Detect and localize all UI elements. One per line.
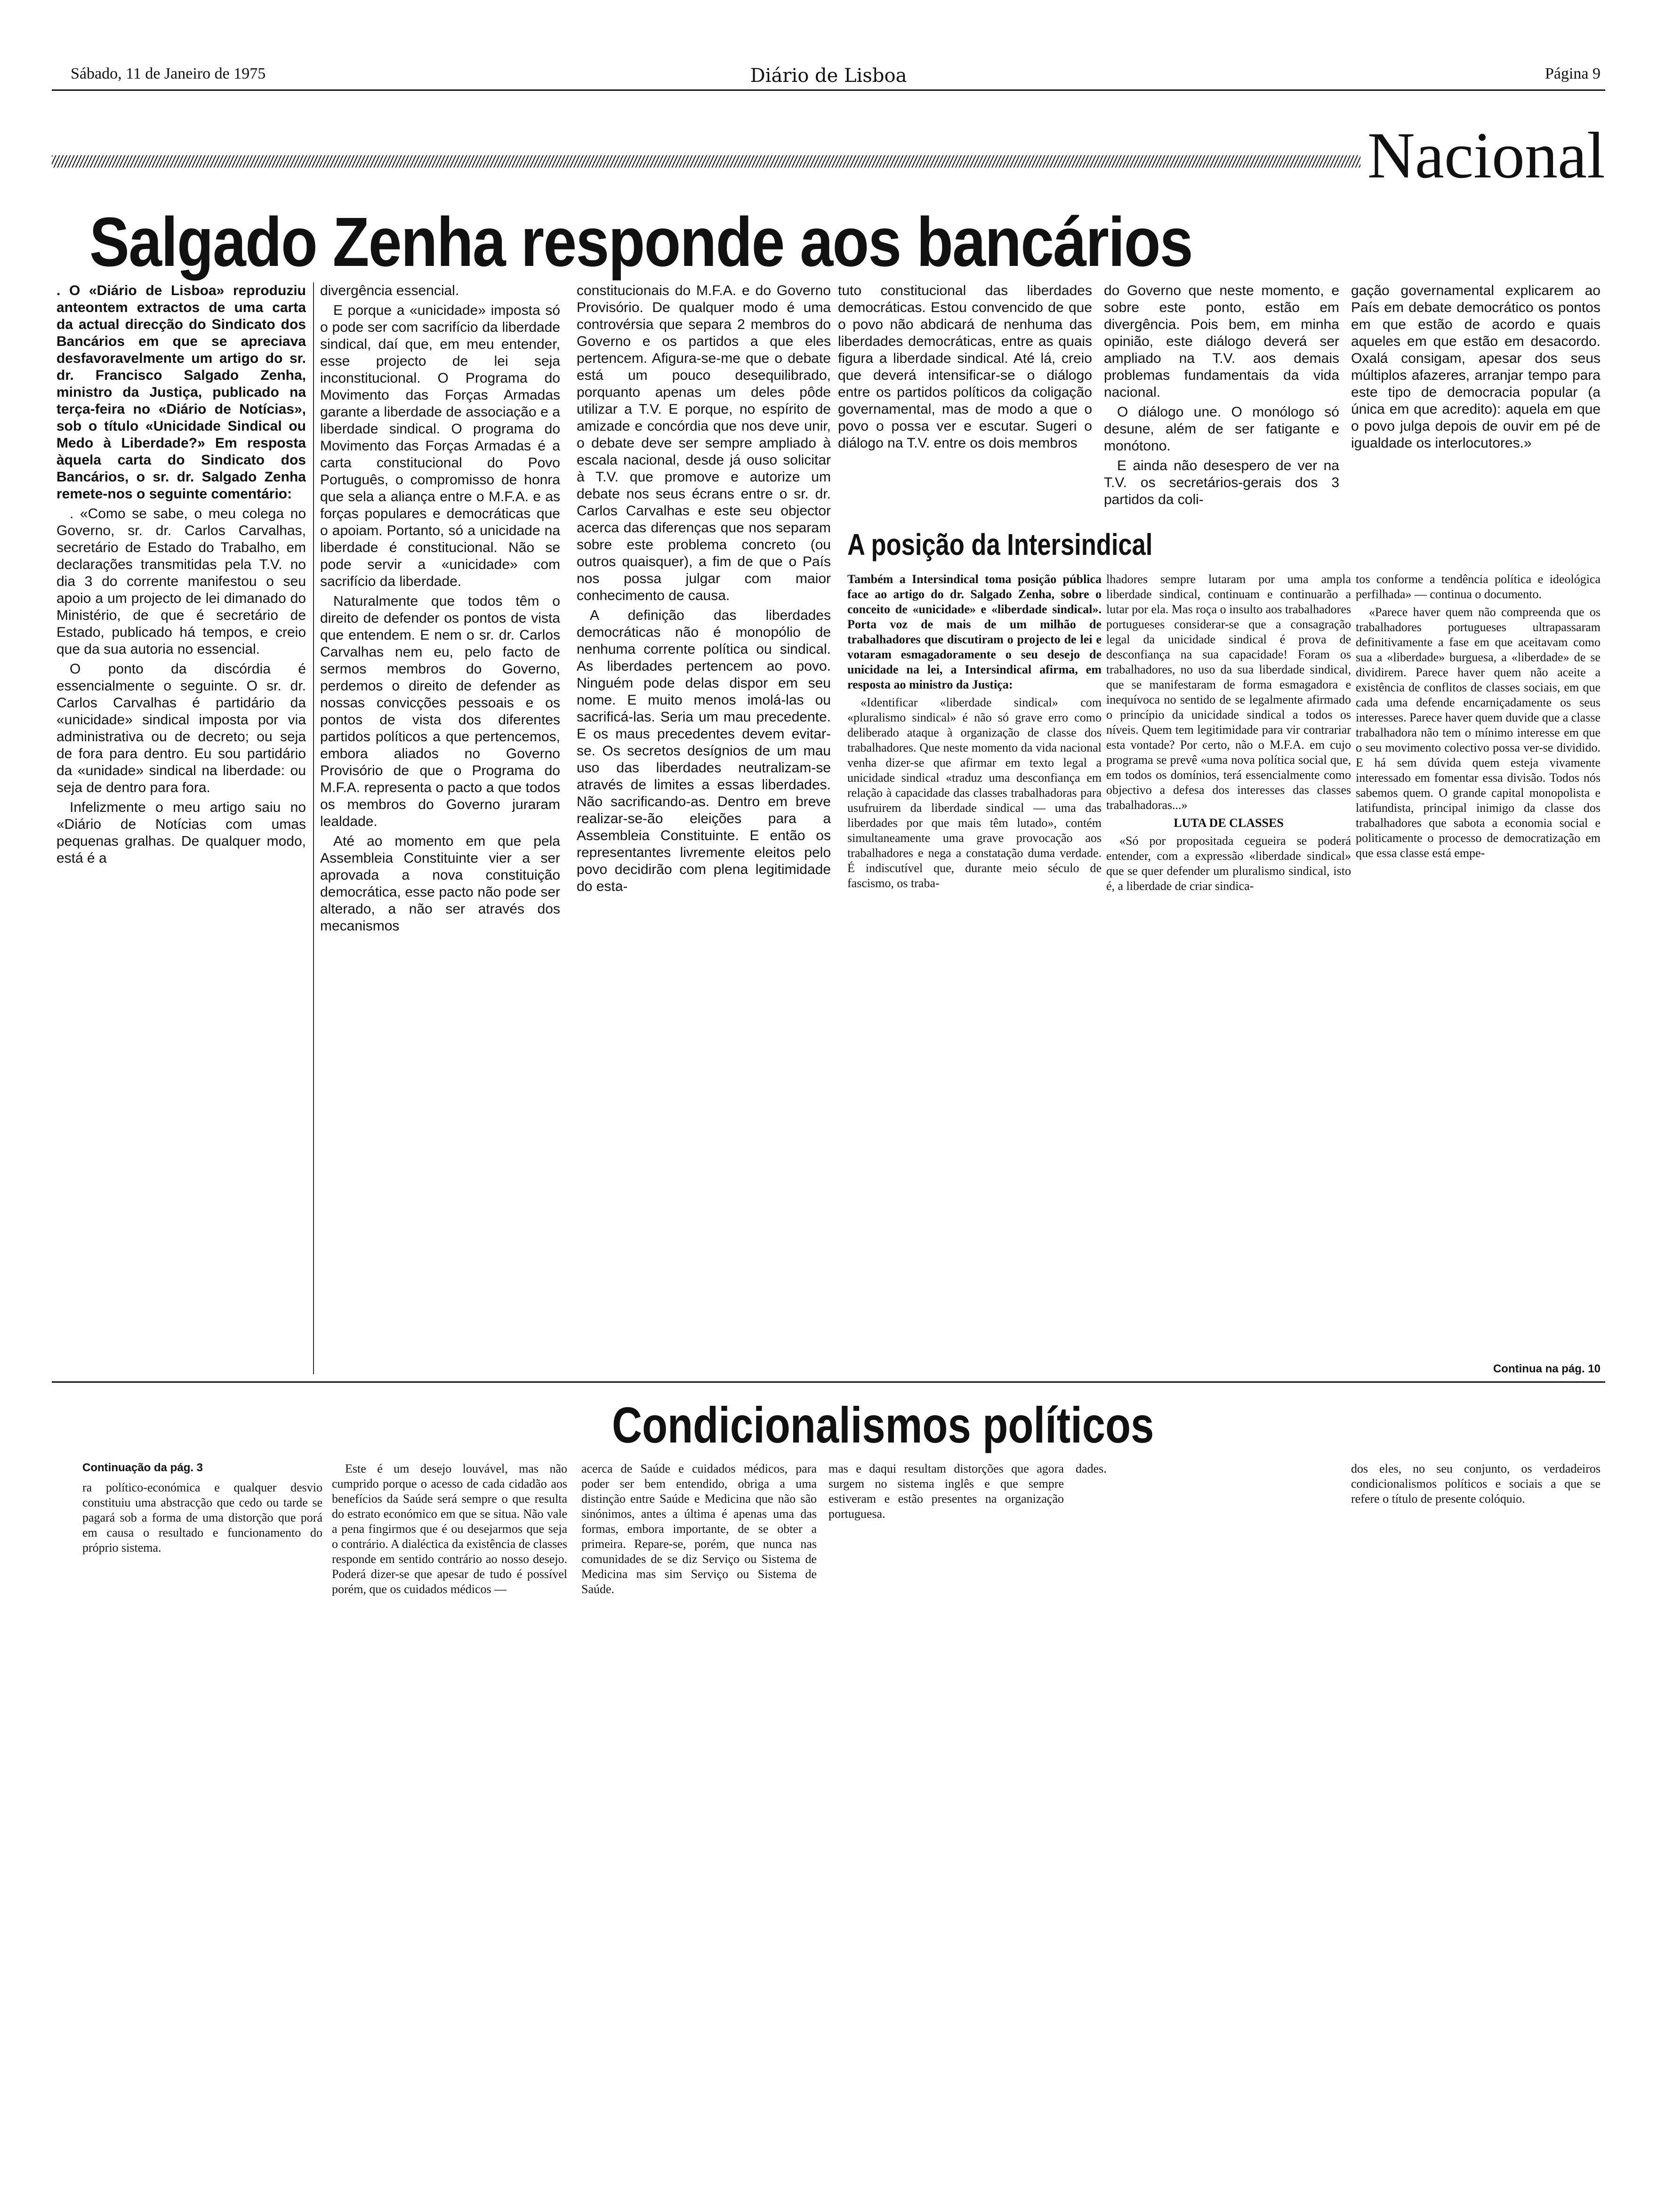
article1-col5: [1104, 282, 1339, 518]
paragraph: . «Como se sabe, o meu colega no Governo, sr. dr. Carlos Carvalhas, secretário de Estado do Trabalho, em declarações transmitidas pela T.V. no dia 3 do corrente manifestou o seu apoio a um projecto de lei dimanado do Ministério, de que é secretário de Estado, publicado há tempos, e creio que da sua autoria no essencial.: [56, 506, 306, 657]
paragraph: Infelizmente o meu artigo saiu no «Diário de Notícias com umas pequenas gralhas. De qualquer modo, está é a: [56, 800, 306, 866]
article1-col2: [320, 282, 560, 1384]
paragraph: Naturalmente que todos têm o direito de defender os pontos de vista que entendem. E nem o sr. dr. Carlos Carvalhas nem eu, pelo facto de sermos membros do Governo, perdemos o direito de defender as nossas convicções pessoais e os pontos de vista dos diferentes partidos políticos a que pertencemos, embora aliados no Governo Provisório de que o Programa do M.F.A. representa o pacto a que todos os membros do Governo juraram lealdade.: [320, 593, 560, 829]
article1-col4: [838, 282, 1092, 518]
paragraph: O diálogo une. O monólogo só desune, além de ser fatigante e monótono.: [1104, 404, 1339, 454]
issue-date: Sábado, 11 de Janeiro de 1975: [71, 65, 266, 82]
lead-paragraph: Também a Intersindical toma posição pública face ao artigo do dr. Salgado Zenha, sobre o conceito de «unicidade» e «liberdade sindical». Porta voz de mais de um milhão de trabalhadores que discutiram o projecto de lei e votaram esmagadoramente o seu desejo de unicidade na lei, a Intersindical afirma, em resposta ao ministro da Justiça:: [847, 572, 1102, 691]
paragraph: acerca de Saúde e cuidados médicos, para poder ser bem entendido, obriga a uma distinção entre Saúde e Medicina que não são sinónimos, antes a última é apenas uma das formas, embora importante, de se obter a primeira. Repare-se, porém, que nunca nas comunidades de se diz Serviço ou Sistema de Medicina mas sim Serviço ou Sistema de Saúde.: [581, 1462, 817, 1596]
article2-col2: [332, 1461, 567, 2205]
section-rule: [52, 155, 1360, 168]
paragraph: lhadores sempre lutaram por uma ampla liberdade sindical, continuam e continuarão a lutar por ela. Mas roça o insulto aos trabalhadores portugueses considerar-se que a consagração legal da unicidade sindical é prova de desconfiança na sua capacidade! Foram os trabalhadores, no uso da sua liberdade sindical, que se manifestaram de forma esmagadora e inequívoca no sentido de se legalmente afirmado o princípio da unicidade sindical a todos os níveis. Quem tem legitimidade para vir contrariar esta vontade? Por certo, não o M.F.A. em cujo programa se prevê «uma nova política social que, em todos os domínios, terá essencialmente como objectivo a defesa dos interesses das classes trabalhadoras...»: [1106, 572, 1351, 812]
headline-condicionalismos: Condicionalismos políticos: [612, 1396, 1154, 1453]
article-separator: [52, 1381, 1605, 1383]
paragraph: A definição das liberdades democráticas não é monopólio de nenhuma corrente política ou sindical. As liberdades pertencem ao povo. Ninguém pode delas dispor em seu nome. E muito menos imolá-las ou sacrificá-las. Seria um mau precedente. E os maus precedentes devem evitar-se. Os secretos desígnios de um mau uso das liberdades neutralizam-se através de limites a essas liberdades. Não sacrificando-as. Dentro em breve realizar-se-ão eleições para a Assembleia Constituinte. E então os representantes livremente eleitos pelo povo decidirão com plena legitimidade do esta-: [577, 608, 831, 894]
intersindical-col1: [847, 572, 1102, 1381]
article2-col5: [1076, 1461, 1330, 2205]
paragraph: E ainda não desespero de ver na T.V. os secretários-gerais dos 3 partidos da coli-: [1104, 458, 1339, 507]
continues-note: Continua na pág. 10: [1493, 1362, 1601, 1375]
paragraph: E porque a «unicidade» imposta só o pode ser com sacrifício da liberdade sindical, daí que, em meu entender, esse projecto de lei seja inconstitucional. O Programa do Movimento das Forças Armadas garante a liberdade de associação e a liberdade sindical. O programa do Movimento das Forças Armadas é a carta constitucional do Povo Português, o compromisso de honra que sela a aliança entre o M.F.A. e as forças populares e democráticas que o apoiam. Portanto, só a unicidade na liberdade é constitucional. Não se pode servir a «unicidade» com sacrifício da liberdade.: [320, 303, 560, 589]
paragraph: Este é um desejo louvável, mas não cumprido porque o acesso de cada cidadão aos benefícios da Saúde será sempre o que resulta do estrato económico em que se situa. Não vale a pena fingirmos que é ou desejarmos que seja o contrário. A dialéctica da existência de classes responde em sentido contrário ao nosso desejo. Poderá dizer-se que apesar de tudo é possível porém, que os cuidados médicos —: [332, 1462, 567, 1596]
article1-col3: [577, 282, 831, 1384]
paragraph: Até ao momento em que pela Assembleia Constituinte vier a ser aprovada a nova constituição democrática, esse pacto não pode ser alterado, a não ser através dos mecanismos: [320, 834, 560, 934]
paragraph: gação governamental explicarem ao País em debate democrático os pontos em que estão de acordo e quais aqueles em que estão em desacordo. Oxalá consigam, apesar dos seus múltiplos afazeres, arranjar tempo para este tipo de democracia popular (a única em que acredito): aquela em que o povo julga depois de ouvir em pé de igualdade os interlocutores.»: [1351, 283, 1601, 451]
paragraph: «Parece haver quem não compreenda que os trabalhadores portugueses ultrapassaram definitivamente a fase em que aceitavam como sua a «liberdade» burguesa, a «liberdade» de se dividirem. Parece haver quem não aceite a existência de conflitos de classes sociais, em que cada uma defende encarniçadamente os seus interesses. Parece haver quem duvide que a classe trabalhadora não tem o mínimo interesse em que o seu movimento colectivo possa ver-se dividido. E há sem dúvida quem esteja vivamente interessado em fomentar essa divisão. Todos nós sabemos quem. O grande capital monopolista e latifundista, principal inimigo da classe dos trabalhadores que sabota a economia social e politicamente o processo de democratização em que essa classe está empe-: [1356, 605, 1601, 860]
intersindical-col2: [1106, 572, 1351, 1381]
paragraph: O ponto da discórdia é essencialmente o seguinte. O sr. dr. Carlos Carvalhas é partidário da «unicidade» sindical imposta por via administrativa ou de decreto; ou seja de fora para dentro. Eu sou partidário da «unidade» sindical na liberdade: ou seja de dentro para fora.: [56, 661, 306, 795]
paragraph: dades.: [1076, 1462, 1107, 1475]
paragraph: do Governo que neste momento, e sobre este ponto, estão em divergência. Pois bem, em minha opinião, este diálogo deverá ser ampliado na T.V. aos demais problemas fundamentais da vida nacional.: [1104, 283, 1339, 400]
paragraph: constitucionais do M.F.A. e do Governo Provisório. De qualquer modo é uma controvérsia que separa 2 membros do Governo e os partidos a que eles pertencem. Afigura-se-me que o debate está um pouco desequilibrado, porquanto apenas um deles pôde utilizar a T.V. E porque, no espírito de amizade e concórdia que nos deve unir, o debate deve ser sempre ampliado à escala nacional, desde já ouso solicitar à T.V. que promove e autorize um debate nos seus écrans entre o sr. dr. Carlos Carvalhas e este seu objector acerca das diferenças que nos separam sobre este problema concreto (ou outros quaisquer), a fim de que o País nos possa julgar com maior conhecimento de causa.: [577, 283, 831, 603]
paragraph: dos eles, no seu conjunto, os verdadeiros condicionalismos políticos e sociais a que se refere o título de presente colóquio.: [1351, 1462, 1601, 1506]
article2-col3: [581, 1461, 817, 2205]
intersindical-col3: [1356, 572, 1601, 1344]
section-title: Nacional: [1367, 119, 1605, 192]
paragraph: tos conforme a tendência política e ideológica perfilhada» — continua o documento.: [1356, 572, 1601, 601]
paragraph: «Só por propositada cegueira se poderá entender, com a expressão «liberdade sindical» que se quer defender um pluralismo sindical, isto é, a liberdade de criar sindica-: [1106, 834, 1351, 893]
headline-zenha: Salgado Zenha responde aos bancários: [89, 203, 1192, 281]
article1-col1: [56, 282, 306, 1384]
paragraph: mas e daqui resultam distorções que agora surgem no sistema inglês e que sempre estiveram e estão presentes na organização portuguesa.: [828, 1462, 1064, 1521]
paragraph: tuto constitucional das liberdades democráticas. Estou convencido de que o povo não abdicará de nenhuma das liberdades democráticas, entre as quais figura a liberdade sindical. Até lá, creio que deverá intensificar-se o diálogo entre os partidos políticos da coligação governamental, mas de modo a que o povo o possa ver e escutar. Sugeri o diálogo na T.V. entre os dois membros: [838, 283, 1092, 451]
article2-col6: [1351, 1461, 1601, 2205]
continued-from: Continuação da pág. 3: [82, 1461, 203, 1474]
headline-intersindical: A posição da Intersindical: [847, 528, 1153, 561]
article2-col4: [828, 1461, 1064, 2205]
page-number: Página 9: [1544, 65, 1601, 82]
lead-paragraph: . O «Diário de Lisboa» reproduziu anteontem extractos de uma carta da actual direcção do Sindicato dos Bancários em que se apreciava desfavoravelmente um artigo do sr. dr. Francisco Salgado Zenha, ministro da Justiça, publicado na terça-feira no «Diário de Notícias», sob o título «Unicidade Sindical ou Medo à Liberdade?» Em resposta àquela carta do Sindicato dos Bancários, o sr. dr. Salgado Zenha remete-nos o seguinte comentário:: [56, 283, 306, 502]
paragraph: ra político-económica e qualquer desvio constituiu uma abstracção que cedo ou tarde se pagará sob a forma de uma distorção que porá em causa o resultado e funcionamento do próprio sistema.: [82, 1481, 322, 1555]
article1-col6: [1351, 282, 1601, 518]
article2-col1: [82, 1480, 322, 2205]
masthead: Diário de Lisboa: [750, 65, 907, 87]
header-rule: [52, 89, 1605, 91]
column-divider: [313, 282, 314, 1374]
subheading: LUTA DE CLASSES: [1174, 816, 1284, 830]
paragraph: divergência essencial.: [320, 283, 459, 298]
paragraph: «Identificar «liberdade sindical» com «pluralismo sindical» é não só grave erro como deliberado ataque à organização de classe dos trabalhadores. Que neste momento da vida nacional venha dizer-se que afirmar em texto legal a unicidade sindical «traduz uma desconfiança em relação à capacidade das classes trabalhadoras para usufruirem da liberdade sindical — uma das liberdades por que mais têm lutado», contém simultaneamente uma grave provocação aos trabalhadores e nega a constatação duma verdade. É indiscutível que, durante meio século de fascismo, os traba-: [847, 696, 1102, 890]
